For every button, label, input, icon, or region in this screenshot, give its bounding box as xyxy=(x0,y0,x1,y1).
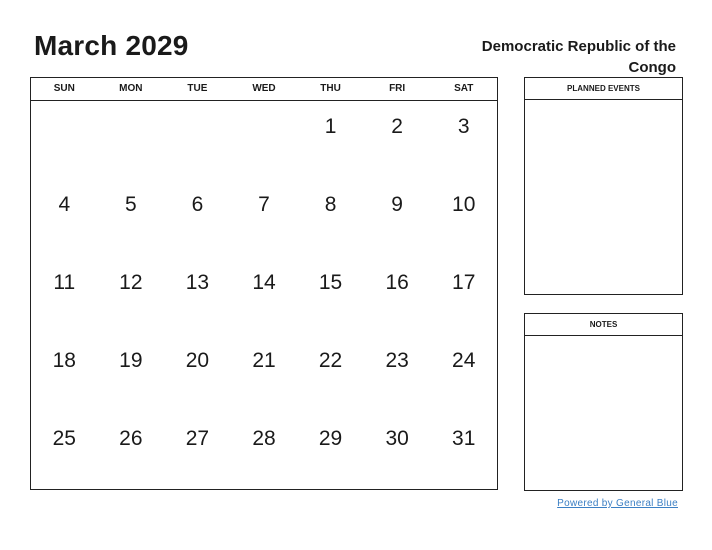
page-title: March 2029 xyxy=(34,30,189,61)
day-cell: 2 xyxy=(391,115,403,138)
day-cell: 29 xyxy=(318,427,343,450)
notes-title: NOTES xyxy=(525,314,682,336)
weekday-fri: FRI xyxy=(389,83,406,94)
day-cell: 3 xyxy=(457,115,470,138)
day-cell: 21 xyxy=(252,349,276,372)
weekday-sun: SUN xyxy=(53,83,75,94)
day-cell: 26 xyxy=(119,427,143,450)
day-cell: 15 xyxy=(318,271,343,294)
calendar-days xyxy=(31,101,497,491)
day-cell: 16 xyxy=(385,271,409,294)
day-cell: 6 xyxy=(191,193,204,216)
day-cell: 8 xyxy=(324,193,337,216)
weekday-mon: MON xyxy=(119,83,143,94)
day-cell xyxy=(164,101,231,179)
day-cell: 24 xyxy=(452,349,476,372)
day-cell: 12 xyxy=(119,271,143,294)
day-cell: 30 xyxy=(385,427,409,450)
day-cell: 13 xyxy=(185,271,210,294)
day-cell xyxy=(98,101,165,179)
day-cell: 5 xyxy=(125,193,137,216)
planned-events-title: PLANNED EVENTS xyxy=(525,78,682,100)
calendar-grid xyxy=(30,77,498,490)
day-cell: 9 xyxy=(391,193,403,216)
day-cell: 7 xyxy=(258,193,270,216)
day-cell: 10 xyxy=(452,193,476,216)
planned-events-panel xyxy=(524,77,683,295)
country-label: Democratic Republic of the Congo xyxy=(481,38,676,76)
powered-by-link[interactable]: Powered by General Blue xyxy=(557,498,678,509)
day-cell xyxy=(31,101,98,179)
day-cell: 18 xyxy=(52,349,76,372)
day-cell: 4 xyxy=(58,193,71,216)
day-cell: 1 xyxy=(324,115,337,138)
weekday-sat: SAT xyxy=(454,83,474,94)
day-cell: 17 xyxy=(452,271,476,294)
day-cell: 22 xyxy=(318,349,343,372)
notes-panel xyxy=(524,313,683,491)
day-cell: 14 xyxy=(252,271,276,294)
day-cell: 28 xyxy=(252,427,276,450)
day-cell: 20 xyxy=(185,349,210,372)
weekday-thu: THU xyxy=(320,83,341,94)
day-cell: 31 xyxy=(452,427,476,450)
day-cell: 11 xyxy=(53,271,76,294)
day-cell: 19 xyxy=(119,349,143,372)
weekday-wed: WED xyxy=(252,83,276,94)
day-cell: 25 xyxy=(52,427,76,450)
day-cell xyxy=(231,101,298,179)
weekday-tue: TUE xyxy=(187,83,208,94)
day-cell: 23 xyxy=(385,349,409,372)
day-cell: 27 xyxy=(185,427,210,450)
weekday-header xyxy=(31,78,497,101)
